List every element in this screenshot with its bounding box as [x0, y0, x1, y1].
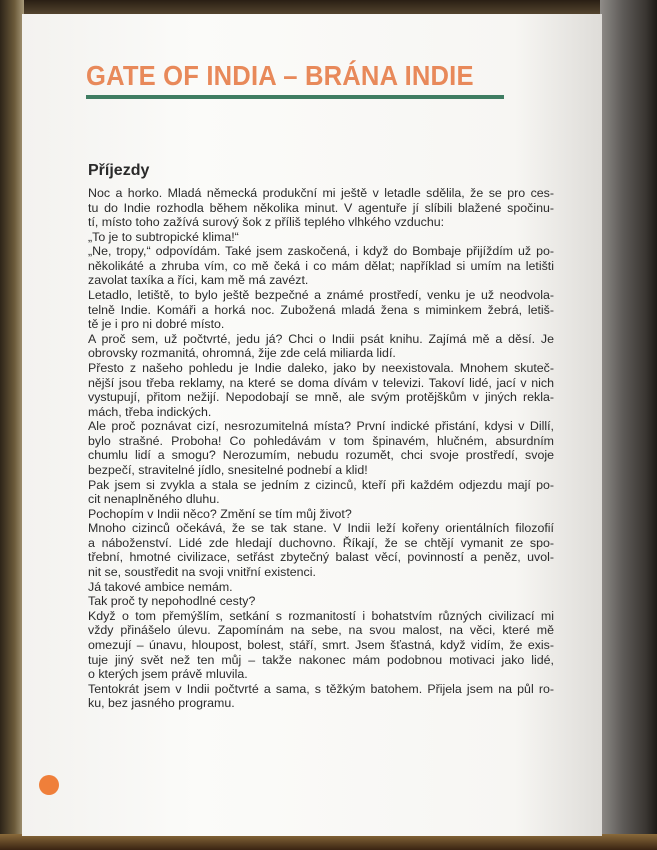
text-line: vystupují, přitom nežijí. Nepodobají se mně, ale svým protějškům v jiných rekla- — [88, 390, 554, 405]
text-line: nit se, soustředit na svoji vnitřní existenci. — [88, 565, 316, 580]
paragraph — [88, 186, 554, 230]
paragraph — [88, 332, 554, 361]
paragraph — [88, 361, 554, 419]
text-line: a náboženství. Lidé zde hledají duchovno. Říkají, že se chtějí vymanit ze spo- — [88, 535, 554, 550]
paragraph — [88, 594, 554, 609]
paragraph — [88, 244, 554, 288]
text-line: tuje jiný svět než ten můj – takže nakonec mám podobnou motivaci jako lidé, — [88, 652, 554, 667]
text-line: Pak jsem si zvykla a stala se jedním z cizinců, kteří při každém odjezdu mají po- — [88, 477, 554, 492]
text-line: několikáté a zhruba vím, co mě čeká i co mám dělat; například si umím na letišti — [88, 258, 554, 273]
text-line: telně Indie. Komáři a horká noc. Zubožená mladá žena s miminkem žebrá, letiš- — [88, 302, 554, 317]
paragraph — [88, 580, 554, 595]
text-line: o kterých jsem právě mluvila. — [88, 667, 248, 682]
text-line: tě je i pro ni dobré místo. — [88, 317, 225, 332]
paragraph — [88, 478, 554, 507]
text-line: Mnoho cizinců očekává, že se tak stane. V Indii leží kořeny orientálních filozofií — [88, 521, 554, 536]
chapter-title: GATE OF INDIA – BRÁNA INDIE — [86, 60, 474, 91]
text-line: Noc a horko. Mladá německá produkční mi ještě v letadle sdělila, že se pro ces- — [88, 186, 554, 200]
text-line: bezpečí, stravitelné jídlo, snesitelné podnebí a klid! — [88, 462, 368, 477]
paragraph — [88, 507, 554, 522]
text-line: bylo strašné. Proboha! Co pohledávám v tom špinavém, hlučném, absurdním — [88, 433, 554, 448]
book-edge-right — [600, 0, 657, 850]
text-line: „To je to subtropické klima!“ — [88, 229, 239, 244]
paragraph — [88, 609, 554, 682]
paragraph — [88, 230, 554, 245]
text-line: omezují – únavu, hloupost, bolest, stáří, smrt. Jsem šťastná, když vidím, že exis- — [88, 637, 554, 652]
text-line: Ale proč poznávat cizí, nesrozumitelná místa? První indické přistání, kdysi v Dillí, — [88, 419, 554, 434]
text-line: zavolat taxíka a říci, kam mě má zavézt. — [88, 273, 309, 288]
text-line: Pochopím v Indii něco? Změní se tím můj život? — [88, 506, 352, 521]
text-line: chumlu lidí a smogu? Nerozumím, nebudu rozumět, chci svoje prostředí, svoje — [88, 448, 554, 463]
text-line: ku, bez jasného programu. — [88, 696, 235, 711]
text-line: A proč sem, už počtvrté, jedu já? Chci o Indii psát knihu. Zajímá mě a děsí. Je — [88, 331, 554, 346]
text-line: Když o tom přemýšlím, setkání s rozmanitostí i bohatstvím různých civilizací mi — [88, 608, 554, 623]
text-line: „Ne, tropy,“ odpovídám. Také jsem zaskočená, i když do Bombaje přijíždím už po- — [88, 244, 554, 259]
text-line: třební, hmotné civilizace, setřást zbytečný balast věcí, povinností a peněz, uvol- — [88, 550, 554, 565]
paragraph — [88, 288, 554, 332]
text-line: cit nenaplněného dluhu. — [88, 492, 220, 507]
text-line: nější jsou třeba reklamy, na které se doma dívám v televizi. Takoví lidé, jací v nich — [88, 375, 554, 390]
text-line: vždy přinášelo úlevu. Zapomínám na sebe, na svou malost, na věci, které mě — [88, 623, 554, 638]
text-line: tí, místo toho zažívá surový šok z příliš teplého vlhkého vzduchu: — [88, 215, 445, 230]
book-edge-bottom — [0, 834, 657, 850]
paragraph — [88, 419, 554, 477]
text-line: obrovsky rozmanitá, ohromná, žije zde celá miliarda lidí. — [88, 346, 396, 361]
paragraph — [88, 521, 554, 579]
body-text — [88, 186, 554, 711]
book-edge-left — [0, 0, 24, 850]
section-heading: Příjezdy — [88, 162, 150, 179]
paragraph — [88, 682, 554, 711]
text-line: mách, třeba indických. — [88, 404, 212, 419]
orange-page-marker — [39, 775, 59, 795]
text-line: tu do Indie rozhodla během několika minut. V agentuře jí slíbili blažené spočinu- — [88, 200, 554, 215]
text-line: Tak proč ty nepohodlné cesty? — [88, 594, 256, 609]
text-line: Já takové ambice nemám. — [88, 579, 233, 594]
text-line: Tentokrát jsem v Indii počtvrté a sama, s těžkým batohem. Přijela jsem na půl ro- — [88, 681, 554, 696]
text-line: Letadlo, letiště, to bylo ještě bezpečné a známé prostředí, venku je už neodvola- — [88, 288, 554, 303]
title-underline — [86, 95, 504, 99]
text-line: Přesto z našeho pohledu je Indie daleko, jako by neexistovala. Mnohem skuteč- — [88, 360, 554, 375]
